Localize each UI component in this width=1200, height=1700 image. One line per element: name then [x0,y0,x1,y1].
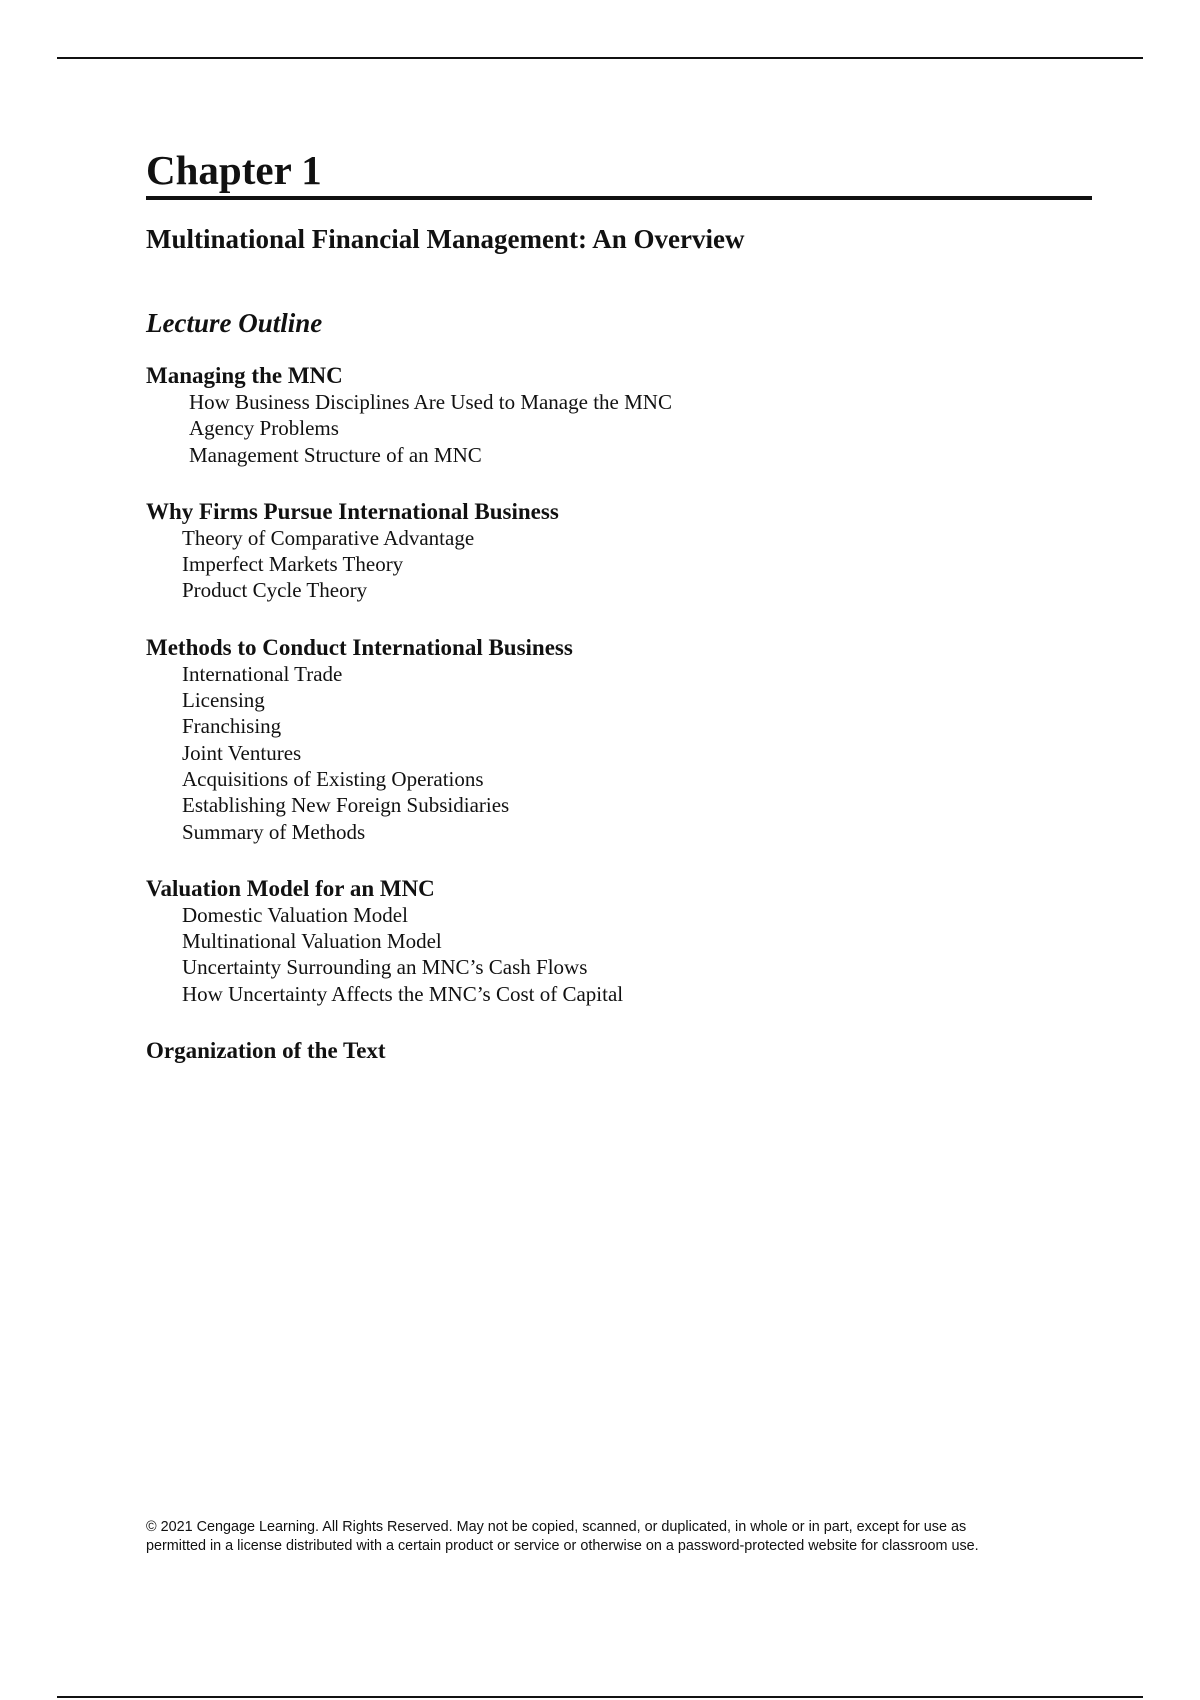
section-item: Management Structure of an MNC [189,442,482,467]
copyright-line: permitted in a license distributed with a certain product or service or otherwise on a password-protected website for classroom use. [146,1538,979,1554]
section-item: Franchising [182,714,282,739]
page-content [146,146,1092,1094]
chapter-title-rule [146,196,1092,200]
section-item: How Business Disciplines Are Used to Manage the MNC [189,390,672,414]
section-items [146,902,1092,1007]
section-item: Joint Ventures [182,740,302,765]
section-title: Managing the MNC [146,363,343,388]
section-item: Domestic Valuation Model [182,902,408,927]
section-item: Establishing New Foreign Subsidiaries [182,793,510,818]
outline-section [146,498,1092,604]
section-item: Acquisitions of Existing Operations [182,766,484,791]
section-title: Methods to Conduct International Business [146,634,573,660]
section-item: Licensing [182,688,265,713]
chapter-subtitle: Multinational Financial Management: An Overview [146,224,745,254]
section-item: Summary of Methods [182,819,366,844]
section-items [146,525,1092,604]
section-item: Uncertainty Surrounding an MNC’s Cash Flows [182,955,588,980]
section-items [146,389,1092,468]
section-item: Multinational Valuation Model [182,929,442,954]
outline-section [146,1037,1092,1064]
section-items [146,661,1092,845]
section-item: Agency Problems [189,416,339,441]
section-item: Theory of Comparative Advantage [182,525,475,550]
copyright-line: © 2021 Cengage Learning. All Rights Reserved. May not be copied, scanned, or duplicated, in whole or in part, except for use as [146,1519,967,1535]
section-title: Valuation Model for an MNC [146,875,435,901]
section-item: Product Cycle Theory [182,578,368,603]
outline-sections [146,362,1092,1064]
section-item: Imperfect Markets Theory [182,552,404,577]
section-title: Why Firms Pursue International Business [146,498,559,524]
chapter-title: Chapter 1 [146,147,322,193]
copyright-footer [146,1518,1092,1556]
page-top-rule [57,57,1143,59]
page-bottom-rule [57,1696,1143,1698]
section-item: International Trade [182,661,343,686]
outline-section [146,634,1092,845]
outline-section [146,362,1092,468]
section-title: Organization of the Text [146,1038,386,1064]
outline-heading: Lecture Outline [146,308,323,338]
outline-section [146,875,1092,1007]
section-item: How Uncertainty Affects the MNC’s Cost of Capital [182,981,624,1006]
